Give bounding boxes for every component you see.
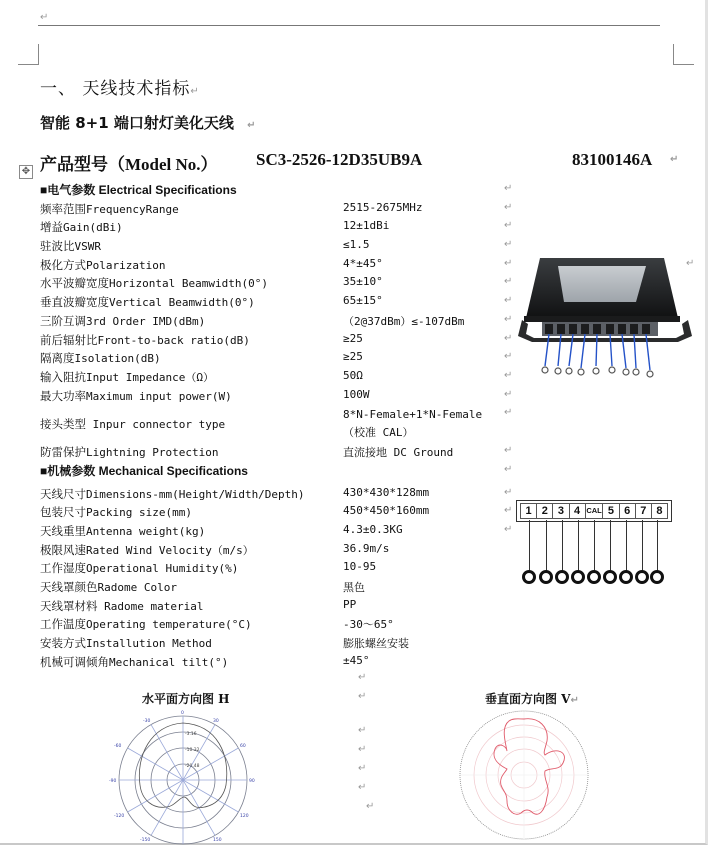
table-row	[40, 484, 520, 503]
port-lead-line	[578, 520, 579, 576]
electrical-section-heading	[40, 180, 520, 199]
crop-mark-left	[18, 64, 39, 65]
table-row	[40, 255, 520, 274]
port-lead-line	[562, 520, 563, 576]
spec-value: ≤1.5	[343, 238, 370, 252]
table-row	[40, 217, 520, 236]
svg-text:-150: -150	[140, 838, 151, 843]
spec-value: ≥25	[343, 331, 363, 345]
connector-icon	[539, 570, 553, 584]
port-label: 2	[537, 504, 553, 518]
label-cn: 工作温度	[40, 617, 86, 632]
cell-mark: ↵	[504, 276, 513, 288]
spec-label	[40, 504, 192, 520]
crop-mark-right	[673, 44, 674, 65]
paragraph-mark: ↵	[358, 763, 367, 774]
spec-table	[40, 180, 520, 671]
svg-text:-120: -120	[114, 814, 125, 819]
spec-value: 36.9m/s	[343, 541, 390, 555]
table-row	[40, 652, 520, 671]
table-row	[40, 558, 520, 577]
table-row	[40, 292, 520, 311]
cell-mark: ↵	[504, 332, 513, 344]
connector-icon	[619, 570, 633, 584]
header-paragraph-mark: ↵	[40, 12, 49, 23]
spec-label	[40, 654, 228, 670]
spec-label	[40, 560, 238, 576]
label-cn: 机械可调倾角	[40, 654, 109, 669]
spec-label	[40, 369, 214, 385]
cell-mark: ↵	[504, 524, 513, 535]
label-en: Dimensions-mm(Height/Width/Depth)	[86, 487, 305, 501]
cell-mark: ↵	[504, 257, 513, 269]
label-cn: 垂直波瓣宽度	[40, 295, 109, 310]
label-cn: 最大功率	[40, 388, 86, 403]
product-name	[40, 112, 256, 133]
cell-mark: ↵	[504, 505, 513, 517]
connector-icon	[587, 570, 601, 584]
port-label: 5	[603, 504, 619, 518]
port-lead-line	[610, 520, 611, 576]
table-row	[40, 273, 520, 292]
crop-mark-left	[38, 44, 39, 65]
paragraph-mark: ↵	[358, 725, 367, 736]
svg-text:150: 150	[213, 838, 222, 843]
label-cn: 极限风速	[40, 542, 86, 557]
spec-label	[40, 388, 232, 404]
svg-text:90: 90	[249, 779, 255, 784]
cell-mark: ↵	[504, 445, 513, 457]
label-cn: 工作湿度	[40, 561, 86, 576]
svg-text:-10.32: -10.32	[185, 748, 200, 753]
antenna-product-image	[518, 252, 696, 382]
table-row	[40, 330, 520, 349]
table-move-handle-icon[interactable]: ✥	[19, 165, 33, 179]
label-en: Maximum input power(W)	[86, 389, 232, 403]
port-layout-diagram	[516, 500, 672, 590]
svg-text:0: 0	[181, 711, 184, 716]
label-cn: 驻波比	[40, 239, 75, 254]
port-label: 7	[636, 504, 652, 518]
paragraph-mark: ↵	[366, 801, 375, 812]
svg-text:-20.48: -20.48	[185, 764, 200, 769]
model-row	[40, 150, 685, 174]
port-lead-line	[626, 520, 627, 576]
table-row	[40, 521, 520, 540]
label-en: FrequencyRange	[86, 202, 179, 216]
label-cn: 隔离度	[40, 351, 75, 366]
table-row	[40, 633, 520, 652]
spec-value-line: 8*N-Female+1*N-Female	[343, 408, 483, 422]
spec-value: ≥25	[343, 350, 363, 364]
paragraph-mark: ↵	[190, 86, 200, 97]
label-en: Inpur connector type	[86, 418, 226, 432]
spec-label	[40, 275, 268, 291]
cell-mark: ↵	[504, 463, 513, 475]
spec-label	[40, 579, 177, 595]
port-label: 6	[620, 504, 636, 518]
spec-value: 直流接地 DC Ground	[343, 446, 454, 460]
svg-text:-90: -90	[109, 779, 117, 784]
cell-mark: ↵	[504, 313, 513, 325]
label-en: Isolation(dB)	[74, 352, 161, 366]
spec-label	[40, 416, 225, 432]
label-en: Polarization	[86, 258, 166, 272]
table-row	[40, 367, 520, 386]
connector-icon	[650, 570, 664, 584]
spec-value: 50Ω	[343, 368, 363, 382]
cell-mark: ↵	[504, 486, 513, 498]
paragraph-mark: ↵	[670, 154, 679, 165]
label-en: 3rd Order IMD(dBm)	[86, 314, 206, 328]
table-row	[40, 348, 520, 367]
spec-value-line: （校准 CAL）	[343, 426, 414, 440]
cell-mark: ↵	[504, 239, 513, 251]
paragraph-mark: ↵	[358, 782, 367, 793]
port-label: 8	[656, 505, 663, 517]
port-label: 4	[570, 504, 586, 518]
svg-text:120: 120	[240, 814, 249, 819]
part-code: 83100146A	[572, 150, 653, 169]
vertical-radiation-pattern	[459, 705, 589, 845]
label-en: Front-to-back ratio(dB)	[97, 333, 250, 347]
port-label: 3	[553, 504, 569, 518]
section-heading	[40, 74, 200, 99]
paragraph-mark: ↵	[686, 258, 695, 269]
horizontal-radiation-pattern	[108, 705, 258, 845]
cell-mark: ↵	[504, 183, 513, 194]
port-label: 1	[521, 504, 537, 518]
cell-mark: ↵	[504, 351, 513, 363]
table-row	[40, 442, 520, 461]
label-cn: 天线罩颜色	[40, 580, 98, 595]
label-cn: 天线罩材料	[40, 598, 98, 613]
label-cn: 防雷保护	[40, 445, 86, 460]
label-en: Horizontal Beamwidth(0°)	[109, 277, 268, 291]
spec-value: 100W	[343, 387, 370, 401]
table-row	[40, 540, 520, 559]
spec-value: 430*430*128mm	[343, 485, 430, 499]
cell-mark: ↵	[504, 407, 513, 419]
port-label-cal: CAL	[586, 504, 604, 518]
label-en: Installution Method	[86, 637, 212, 651]
table-row	[40, 596, 520, 615]
label-en: Antenna weight(kg)	[86, 525, 206, 538]
svg-text:60: 60	[240, 744, 246, 749]
spec-value: 4.3±0.3KG	[343, 523, 403, 536]
spec-label	[40, 635, 212, 651]
connector-icon	[555, 570, 569, 584]
spec-label	[40, 350, 161, 366]
spec-value: 65±15°	[343, 294, 383, 308]
spec-value: 黑色	[343, 581, 365, 595]
spec-value: ±45°	[343, 653, 370, 667]
label-cn: 包装尺寸	[40, 505, 86, 520]
label-cn: 天线重里	[40, 524, 86, 538]
paragraph-mark: ↵	[358, 691, 367, 702]
spec-label	[40, 294, 255, 310]
connector-icon	[571, 570, 585, 584]
label-cn: 输入阻抗	[40, 369, 86, 384]
spec-label	[40, 444, 218, 460]
cell-mark: ↵	[504, 388, 513, 400]
spec-value: 膨胀螺丝安装	[343, 637, 409, 651]
connector-icon	[603, 570, 617, 584]
spec-value: 2515-2675MHz	[343, 200, 423, 214]
table-row	[40, 614, 520, 633]
spec-label	[40, 486, 305, 502]
section-heading-text: ■机械参数 Mechanical Specifications	[40, 463, 248, 478]
vertical-pattern-title-text: 垂直面方向图 V	[485, 692, 571, 706]
table-row	[40, 311, 520, 330]
spec-label	[40, 313, 205, 329]
spec-label	[40, 542, 254, 558]
spec-label	[40, 201, 179, 217]
connector-icon	[522, 570, 536, 584]
paragraph-mark: ↵	[247, 120, 256, 131]
label-cn: 前后辐射比	[40, 332, 98, 347]
port-lead-line	[642, 520, 643, 576]
label-en: Operational Humidity(%)	[86, 562, 239, 576]
port-lead-line	[594, 520, 595, 576]
spec-value: 4*±45°	[343, 256, 383, 270]
svg-text:30: 30	[213, 719, 219, 724]
label-en: Lightning Protection	[86, 446, 219, 460]
cell-mark: ↵	[504, 201, 513, 213]
spec-label	[40, 523, 205, 539]
paragraph-mark: ↵	[358, 744, 367, 755]
label-en: Operating temperature(°C)	[86, 618, 252, 632]
table-row	[40, 404, 520, 442]
spec-value: 35±10°	[343, 275, 383, 289]
label-en: Packing size(mm)	[86, 506, 192, 520]
label-en: Vertical Beamwidth(0°)	[109, 296, 255, 310]
port-lead-line	[529, 520, 530, 576]
label-cn: 安装方式	[40, 636, 86, 651]
label-en: Input Impedance（Ω）	[86, 370, 214, 384]
paragraph-mark: ↵	[358, 672, 367, 683]
table-row	[40, 386, 520, 405]
crop-mark-right	[673, 64, 694, 65]
spec-value: 12±1dBi	[343, 219, 390, 233]
model-label: 产品型号（Model No.）	[40, 155, 218, 174]
table-row	[40, 199, 520, 218]
label-cn: 频率范围	[40, 201, 86, 216]
port-lead-line	[657, 520, 658, 576]
spec-label	[40, 219, 123, 235]
label-en: Rated Wind Velocity（m/s）	[86, 543, 254, 557]
spec-value: -30～65°	[343, 618, 394, 632]
product-name-text: 智能 8+1 端口射灯美化天线	[40, 114, 234, 132]
label-en: Gain(dBi)	[63, 221, 123, 235]
port-lead-line	[546, 520, 547, 576]
label-en: VSWR	[74, 240, 101, 254]
spec-label	[40, 598, 203, 614]
cell-mark: ↵	[504, 220, 513, 232]
spec-value: 10-95	[343, 560, 377, 574]
table-row	[40, 502, 520, 521]
paragraph-mark: ↵	[570, 695, 579, 706]
cell-mark: ↵	[504, 295, 513, 307]
label-en: Radome Color	[97, 581, 177, 595]
table-row	[40, 577, 520, 596]
svg-text:-30: -30	[143, 719, 151, 724]
spec-label	[40, 238, 101, 254]
label-en: Mechanical tilt(°)	[109, 655, 229, 669]
section-heading-text: ■电气参数 Electrical Specifications	[40, 183, 237, 197]
paragraph-marks	[358, 672, 374, 820]
model-number: SC3-2526-12D35UB9A	[256, 150, 423, 169]
svg-text:-60: -60	[114, 744, 122, 749]
label-en: Radome material	[97, 599, 204, 613]
label-cn: 水平波瓣宽度	[40, 276, 109, 291]
label-cn: 接头类型	[40, 417, 86, 432]
label-cn: 极化方式	[40, 257, 86, 272]
svg-text:-3.16: -3.16	[185, 732, 197, 737]
spec-value: 450*450*160mm	[343, 504, 430, 518]
spec-label	[40, 257, 165, 273]
label-cn: 天线尺寸	[40, 486, 86, 501]
port-strip	[516, 500, 672, 522]
spec-label	[40, 332, 250, 348]
mechanical-section-heading	[40, 461, 520, 480]
spec-value: PP	[343, 597, 357, 611]
label-cn: 增益	[40, 220, 63, 235]
spec-label	[40, 616, 252, 632]
connector-icon	[635, 570, 649, 584]
cell-mark: ↵	[504, 369, 513, 381]
spec-value	[343, 406, 482, 442]
horizontal-pattern-title: 水平面方向图 H	[142, 692, 230, 706]
section-heading-text: 一、 天线技术指标	[40, 79, 191, 99]
table-row	[40, 236, 520, 255]
header-rule	[38, 25, 660, 26]
spec-value: （2@37dBm）≤-107dBm	[343, 314, 465, 328]
label-cn: 三阶互调	[40, 313, 86, 328]
